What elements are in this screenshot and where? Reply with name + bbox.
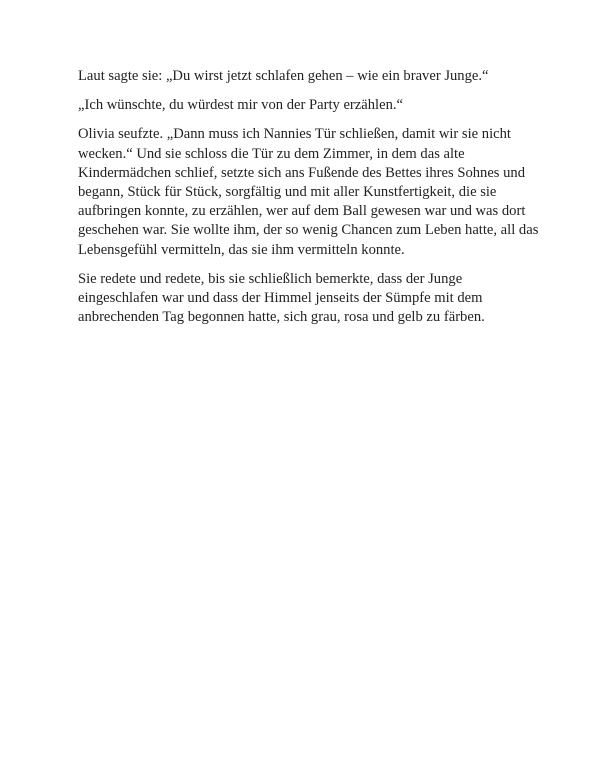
paragraph-4: Sie redete und redete, bis sie schließlich bemerkte, dass der Junge eingeschlafen war und dass der Himmel jenseits der Sümpfe mit dem anbrechenden Tag begonnen hatte, sich grau, rosa und gelb zu färben.: [78, 270, 485, 326]
paragraph-1: Laut sagte sie: „Du wirst jetzt schlafen gehen – wie ein braver Junge.“: [78, 68, 489, 84]
paragraph-2: „Ich wünschte, du würdest mir von der Party erzählen.“: [78, 97, 404, 114]
paragraph-3: Olivia seufzte. „Dann muss ich Nannies Tür schließen, damit wir sie nicht wecken.“ Und sie schloss die Tür zu dem Zimmer, in dem das alte Kindermädchen schlief, setzte sich ans Fußende des Bettes ihres Sohnes und begann, Stück für Stück, sorgfältig und mit aller Kunstfertigkeit, die sie aufbringen konnte, zu erzählen, wer auf dem Ball gewesen war und was dort geschehen war. Sie wollte ihm, der so wenig Chancen zum Leben hatte, all das Lebensgefühl vermitteln, das sie ihm vermitteln konnte.: [78, 126, 539, 258]
